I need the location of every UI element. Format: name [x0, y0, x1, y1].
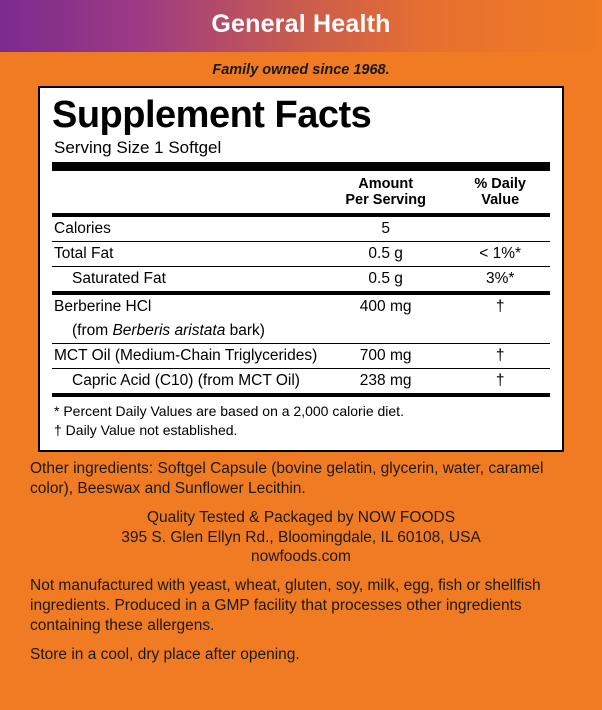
supplement-facts-panel: [38, 86, 564, 452]
tagline: Family owned since 1968.: [212, 62, 390, 78]
row-name: MCT Oil (Medium-Chain Triglycerides): [52, 344, 321, 369]
footnote-dagger: † Daily Value not established.: [54, 422, 238, 439]
row-amount: 238 mg: [321, 369, 450, 394]
quality-line-1: Quality Tested & Packaged by NOW FOODS: [146, 508, 456, 526]
row-name-source: [52, 319, 321, 344]
table-row: [52, 369, 550, 394]
header-amount-line2: Per Serving: [345, 192, 426, 209]
row-amount: 700 mg: [321, 344, 450, 369]
table-row-subnote: [52, 319, 550, 344]
below-panel-text: [30, 459, 572, 664]
quality-address: 395 S. Glen Ellyn Rd., Bloomingdale, IL 60108, USA: [121, 528, 481, 546]
row-name: Saturated Fat: [52, 267, 321, 294]
table-row: [52, 267, 550, 294]
table-row: [52, 293, 550, 319]
row-amount: 0.5 g: [321, 267, 450, 294]
header-dv-line1: % Daily: [474, 175, 526, 192]
footnote-percent-dv: * Percent Daily Values are based on a 2,000 calorie diet.: [54, 403, 404, 420]
table-row: [52, 344, 550, 369]
header-blank: [52, 171, 321, 215]
nutrition-table: [52, 171, 550, 393]
supplement-facts-title: Supplement Facts: [52, 94, 372, 136]
table-row: [52, 215, 550, 242]
row-name: Berberine HCl: [52, 293, 321, 319]
row-dv: †: [450, 293, 550, 319]
header-dv-line2: Value: [481, 192, 520, 209]
source-italic: Berberis aristata: [112, 322, 226, 340]
row-amount: 400 mg: [321, 293, 450, 319]
storage-instructions: Store in a cool, dry place after opening.: [30, 645, 300, 663]
page-title: General Health: [211, 9, 391, 38]
row-dv: [450, 215, 550, 242]
header-daily-value: [450, 171, 550, 215]
header-amount-line1: Amount: [358, 175, 414, 192]
row-name: Calories: [52, 215, 321, 242]
footnotes: [52, 397, 550, 440]
rule-thick-top: [52, 162, 550, 171]
source-post: bark): [225, 322, 265, 340]
serving-size: Serving Size 1 Softgel: [54, 137, 222, 157]
row-amount: [321, 319, 450, 344]
row-dv: †: [450, 344, 550, 369]
header-amount: [321, 171, 450, 215]
source-pre: (from: [72, 322, 113, 340]
row-amount: 5: [321, 215, 450, 242]
row-dv: 3%*: [450, 267, 550, 294]
row-dv: †: [450, 369, 550, 394]
website-url[interactable]: nowfoods.com: [251, 548, 351, 566]
row-dv: [450, 319, 550, 344]
header-band: [0, 0, 602, 52]
row-name: Total Fat: [52, 242, 321, 267]
row-dv: < 1%*: [450, 242, 550, 267]
other-ingredients: Other ingredients: Softgel Capsule (bovine gelatin, glycerin, water, caramel color), Beeswax and Sunflower Lecithin.: [30, 460, 544, 497]
row-amount: 0.5 g: [321, 242, 450, 267]
table-header-row: [52, 171, 550, 215]
row-name: Capric Acid (C10) (from MCT Oil): [52, 369, 321, 394]
table-row: [52, 242, 550, 267]
allergen-statement: Not manufactured with yeast, wheat, gluten, soy, milk, egg, fish or shellfish ingredients. Produced in a GMP facility that processes other ingredients containing these allergens.: [30, 577, 541, 634]
quality-block: [30, 508, 572, 567]
